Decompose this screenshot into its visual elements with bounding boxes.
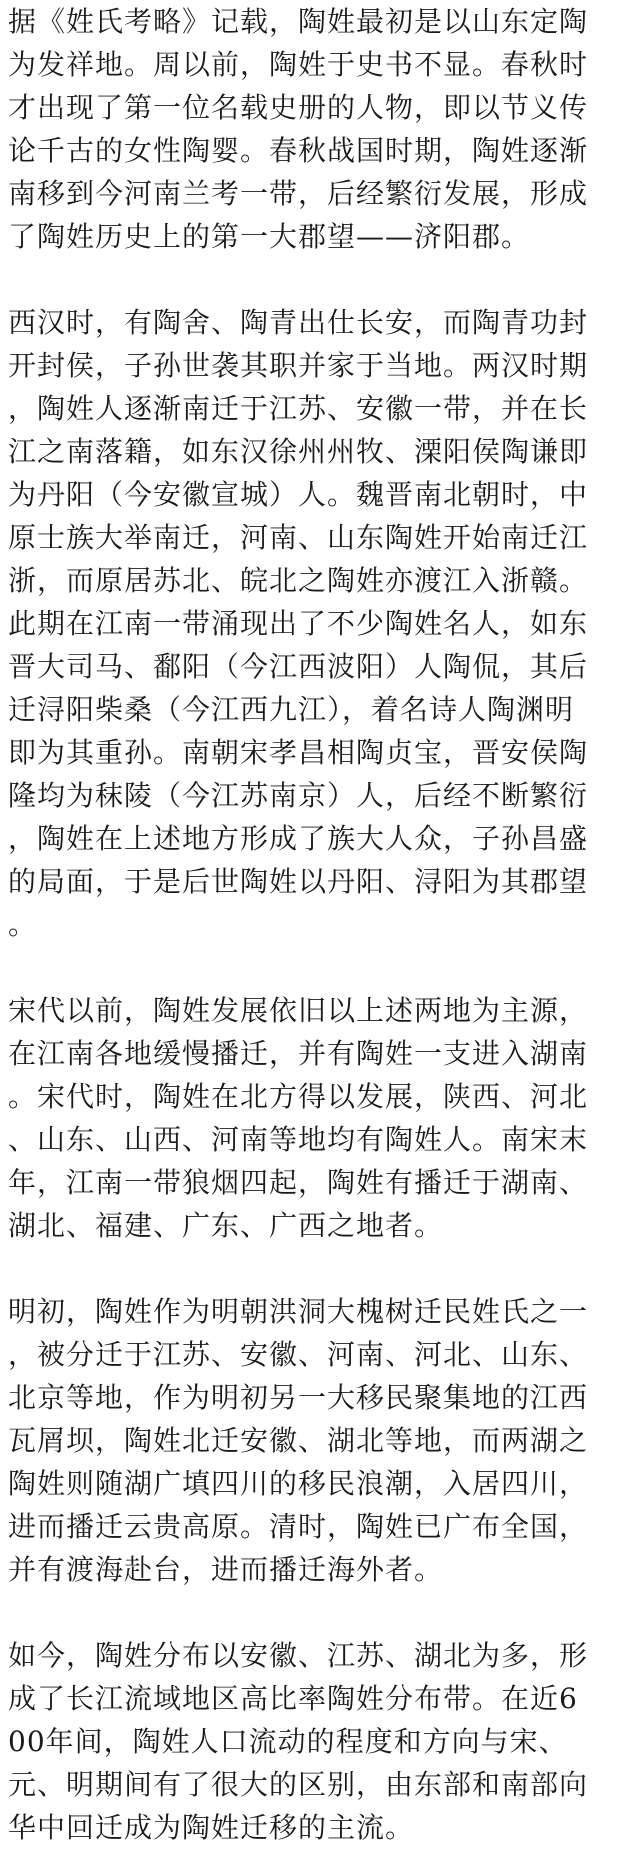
text-line: ，被分迁于江苏、安徽、河南、河北、山东、 [8,1338,589,1371]
paragraph-han-jin [8,301,634,946]
text-line: 成了长江流域地区高比率陶姓分布带。在近6 [8,1682,578,1715]
text-line: 迁浔阳柴桑（今江西九江），着名诗人陶渊明 [8,693,575,726]
text-line: 陶姓则随湖广填四川的移民浪潮，入居四川， [8,1467,589,1500]
text-line: 浙，而原居苏北、皖北之陶姓亦渡江入浙赣。 [8,564,589,597]
text-line: 的局面，于是后世陶姓以丹阳、浔阳为其郡望 [8,865,589,898]
text-line: 才出现了第一位名载史册的人物，即以节义传 [8,91,589,124]
text-line: 、山东、山西、河南等地均有陶姓人。南宋末 [8,1123,589,1156]
text-line: 在江南各地缓慢播迁，并有陶姓一支进入湖南 [8,1037,589,1070]
text-line: 湖北、福建、广东、广西之地者。 [8,1209,444,1242]
text-line: 江之南落籍，如东汉徐州州牧、溧阳侯陶谦即 [8,435,589,468]
text-line: 南移到今河南兰考一带，后经繁衍发展，形成 [8,177,589,210]
text-line: 开封侯，子孙世袭其职并家于当地。两汉时期 [8,349,589,382]
paragraph-gap [8,946,634,989]
text-line: 并有渡海赴台，进而播迁海外者。 [8,1553,444,1586]
text-line: 宋代以前，陶姓发展依旧以上述两地为主源， [8,994,589,1027]
text-line: 为发祥地。周以前，陶姓于史书不显。春秋时 [8,48,589,81]
text-line: ，陶姓人逐渐南迁于江苏、安徽一带，并在长 [8,392,589,425]
text-line: 西汉时，有陶舍、陶青出仕长安，而陶青功封 [8,306,589,339]
article-body [8,0,634,1849]
text-line: 北京等地，作为明初另一大移民聚集地的江西 [8,1381,589,1414]
paragraph-gap [8,1591,634,1634]
text-line: 为丹阳（今安徽宣城）人。魏晋南北朝时，中 [8,478,589,511]
paragraph-gap [8,258,634,301]
text-line: 年，江南一带狼烟四起，陶姓有播迁于湖南、 [8,1166,589,1199]
text-line: 晋大司马、鄱阳（今江西波阳）人陶侃，其后 [8,650,589,683]
text-line: 进而播迁云贵高原。清时，陶姓已广布全国， [8,1510,589,1543]
text-line: 瓦屑坝，陶姓北迁安徽、湖北等地，而两湖之 [8,1424,589,1457]
text-line: 即为其重孙。南朝宋孝昌相陶贞宝，晋安侯陶 [8,736,589,769]
paragraph-gap [8,1247,634,1290]
text-line: 00年间，陶姓人口流动的程度和方向与宋、 [8,1725,568,1758]
text-line: 华中回迁成为陶姓迁移的主流。 [8,1811,415,1844]
text-line: 据《姓氏考略》记载，陶姓最初是以山东定陶 [8,5,589,38]
text-line: 此期在江南一带涌现出了不少陶姓名人，如东 [8,607,589,640]
text-line: 如今，陶姓分布以安徽、江苏、湖北为多，形 [8,1639,589,1672]
text-line: 明初，陶姓作为明朝洪洞大槐树迁民姓氏之一 [8,1295,589,1328]
text-line: 隆均为秣陵（今江苏南京）人，后经不断繁衍 [8,779,589,812]
text-line: 了陶姓历史上的第一大郡望——济阳郡。 [8,220,531,253]
text-line: 。 [8,908,38,941]
text-line: 元、明期间有了很大的区别，由东部和南部向 [8,1768,589,1801]
text-line: ，陶姓在上述地方形成了族大人众，子孙昌盛 [8,822,589,855]
text-line: 。宋代时，陶姓在北方得以发展，陕西、河北 [8,1080,589,1113]
paragraph-origin [8,0,634,258]
paragraph-song [8,989,634,1247]
paragraph-modern [8,1634,634,1849]
text-line: 原士族大举南迁，河南、山东陶姓开始南迁江 [8,521,589,554]
paragraph-ming-qing [8,1290,634,1591]
text-line: 论千古的女性陶婴。春秋战国时期，陶姓逐渐 [8,134,589,167]
